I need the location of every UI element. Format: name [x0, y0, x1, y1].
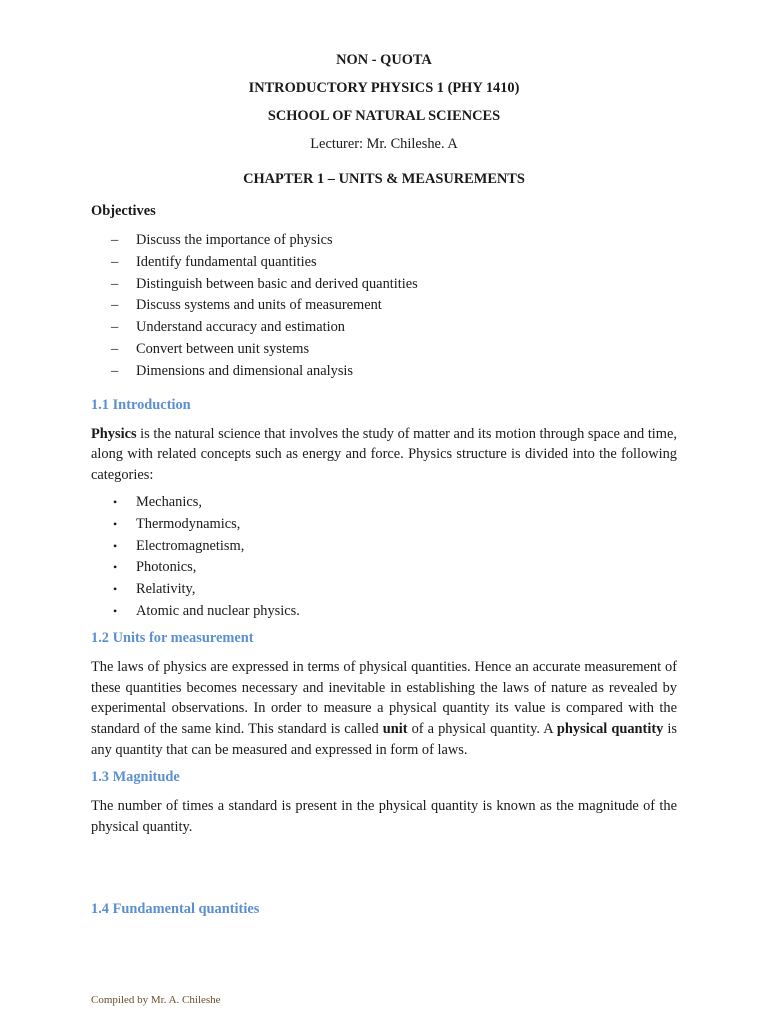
objective-text: Convert between unit systems: [136, 340, 310, 357]
dash-marker: –: [111, 253, 119, 270]
list-item: [91, 601, 677, 623]
bold-term-unit: unit: [382, 721, 408, 738]
list-item: [91, 274, 677, 296]
section-heading-introduction: 1.1 Introduction: [91, 396, 191, 413]
course-title: INTRODUCTORY PHYSICS 1 (PHY 1410): [248, 80, 520, 96]
title-non-quota: NON - QUOTA: [336, 52, 432, 68]
list-item: [91, 339, 677, 361]
category-text: Mechanics,: [136, 493, 202, 510]
bullet-marker: •: [113, 538, 118, 553]
objectives-list: [91, 230, 677, 383]
category-text: Thermodynamics,: [136, 515, 241, 532]
objectives-heading: Objectives: [91, 203, 156, 219]
bullet-marker: •: [113, 582, 118, 597]
category-text: Relativity,: [136, 581, 196, 598]
category-text: Electromagnetism,: [136, 537, 245, 554]
paragraph-text: The laws of physics are expressed in terms of physical quantities. Hence an accurate measurement of these quantities becomes necessary and inevitable in establishing the laws of nature as revealed by experimental observations. In order to measure a physical quantity its value is compared with the standard of the same kind. This standard is called: [91, 658, 677, 738]
list-item: [91, 492, 677, 514]
paragraph-text: is any quantity that can be measured and expressed in form of laws.: [91, 721, 677, 758]
dash-marker: –: [111, 232, 119, 248]
bullet-marker: •: [113, 560, 118, 575]
dash-marker: –: [111, 340, 119, 357]
category-text: Atomic and nuclear physics.: [136, 602, 300, 619]
objective-text: Understand accuracy and estimation: [136, 319, 345, 336]
units-paragraph: [91, 657, 677, 761]
objective-text: Identify fundamental quantities: [136, 253, 317, 270]
document-page: [91, 50, 677, 928]
list-item: [91, 230, 677, 252]
list-item: [91, 295, 677, 317]
intro-paragraph: [91, 424, 677, 486]
categories-list: [91, 492, 677, 623]
paragraph-text: is the natural science that involves the study of matter and its motion through space and time, along with related concepts such as energy and force. Physics structure is divided into the following categories:: [91, 425, 677, 484]
magnitude-paragraph: The number of times a standard is present in the physical quantity is known as the magnitude of the physical quantity.: [91, 797, 677, 835]
section-heading-magnitude: 1.3 Magnitude: [91, 768, 180, 785]
bullet-marker: •: [113, 603, 118, 618]
section-heading-units: 1.2 Units for measurement: [91, 629, 254, 646]
bold-term-physical-quantity: physical quantity: [556, 721, 664, 738]
dash-marker: –: [111, 275, 119, 292]
dash-marker: –: [111, 297, 119, 314]
list-item: [91, 252, 677, 274]
list-item: [91, 579, 677, 601]
dash-marker: –: [111, 362, 119, 379]
objective-text: Dimensions and dimensional analysis: [136, 362, 354, 379]
section-heading-fundamental-quantities: 1.4 Fundamental quantities: [91, 901, 260, 918]
paragraph-text: of a physical quantity. A: [407, 721, 557, 738]
objective-text: Discuss the importance of physics: [136, 232, 333, 248]
objective-text: Distinguish between basic and derived quantities: [136, 275, 418, 292]
school-name: SCHOOL OF NATURAL SCIENCES: [267, 108, 501, 124]
chapter-title: CHAPTER 1 – UNITS & MEASUREMENTS: [243, 171, 525, 187]
list-item: [91, 557, 677, 579]
category-text: Photonics,: [136, 559, 197, 576]
dash-marker: –: [111, 319, 119, 336]
spacer: [91, 843, 677, 899]
objective-text: Discuss systems and units of measurement: [136, 297, 382, 314]
list-item: [91, 514, 677, 536]
lecturer-line: Lecturer: Mr. Chileshe. A: [310, 136, 458, 152]
bullet-marker: •: [113, 494, 118, 509]
list-item: [91, 361, 677, 383]
list-item: [91, 317, 677, 339]
bold-term-physics: Physics: [91, 425, 137, 442]
bullet-marker: •: [113, 516, 118, 531]
page-footer: Compiled by Mr. A. Chileshe: [91, 994, 221, 1006]
list-item: [91, 536, 677, 558]
